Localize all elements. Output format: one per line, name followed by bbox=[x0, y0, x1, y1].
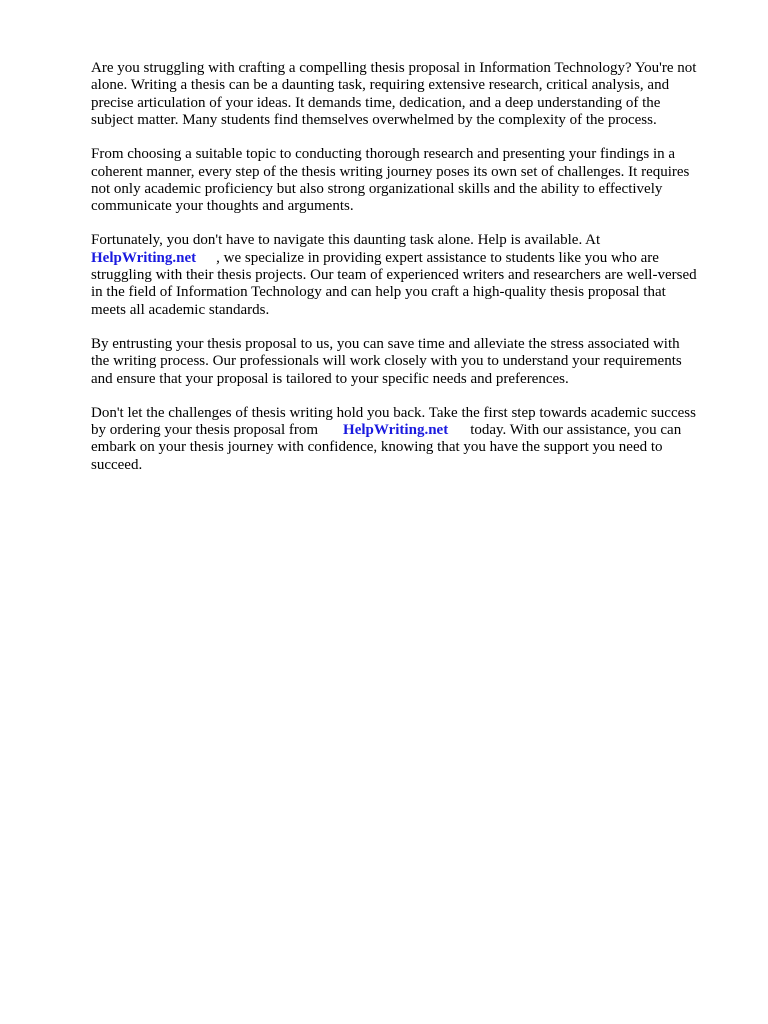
paragraph-intro bbox=[91, 60, 731, 130]
text-line: communicate your thoughts and arguments. bbox=[91, 198, 354, 215]
text-line: the writing process. Our professionals will work closely with you to understand your requirements bbox=[91, 353, 682, 370]
text-line bbox=[91, 250, 731, 267]
text-line: From choosing a suitable topic to conducting thorough research and presenting your findings in a bbox=[91, 146, 676, 163]
paragraph-challenges bbox=[91, 146, 731, 216]
text-line: alone. Writing a thesis can be a daunting task, requiring extensive research, critical analysis, and bbox=[91, 77, 670, 94]
text-fragment: by ordering your thesis proposal from bbox=[91, 421, 319, 438]
text-line: precise articulation of your ideas. It demands time, dedication, and a deep understanding of the bbox=[91, 94, 661, 111]
text-line: embark on your thesis journey with confidence, knowing that you have the support you need to bbox=[91, 439, 663, 456]
paragraph-call-to-action bbox=[91, 405, 731, 475]
text-line: succeed. bbox=[91, 456, 143, 473]
text-line: By entrusting your thesis proposal to us, you can save time and alleviate the stress associated with bbox=[91, 335, 680, 352]
helpwriting-link[interactable]: HelpWriting.net bbox=[343, 421, 449, 438]
text-line: subject matter. Many students find themselves overwhelmed by the complexity of the process. bbox=[91, 112, 657, 129]
text-line: Are you struggling with crafting a compelling thesis proposal in Information Technology? You're not bbox=[91, 60, 697, 76]
document-page bbox=[91, 60, 731, 491]
helpwriting-link[interactable]: HelpWriting.net bbox=[91, 249, 197, 266]
text-line: Fortunately, you don't have to navigate this daunting task alone. Help is available. At bbox=[91, 232, 601, 249]
paragraph-help bbox=[91, 232, 731, 319]
text-line: not only academic proficiency but also strong organizational skills and the ability to effectively bbox=[91, 180, 663, 197]
paragraph-entrusting bbox=[91, 336, 731, 388]
text-line: Don't let the challenges of thesis writing hold you back. Take the first step towards academic success bbox=[91, 404, 696, 421]
text-fragment: , we specialize in providing expert assistance to students like you who are bbox=[216, 249, 659, 266]
text-line: struggling with their thesis projects. Our team of experienced writers and researchers are well-versed bbox=[91, 267, 697, 284]
text-line: in the field of Information Technology and can help you craft a high-quality thesis proposal that bbox=[91, 284, 666, 301]
text-line: coherent manner, every step of the thesis writing journey poses its own set of challenges. It requires bbox=[91, 163, 690, 180]
text-line bbox=[91, 422, 731, 439]
text-line: meets all academic standards. bbox=[91, 301, 270, 318]
text-fragment: today. With our assistance, you can bbox=[470, 421, 682, 438]
text-line: and ensure that your proposal is tailored to your specific needs and preferences. bbox=[91, 370, 569, 387]
